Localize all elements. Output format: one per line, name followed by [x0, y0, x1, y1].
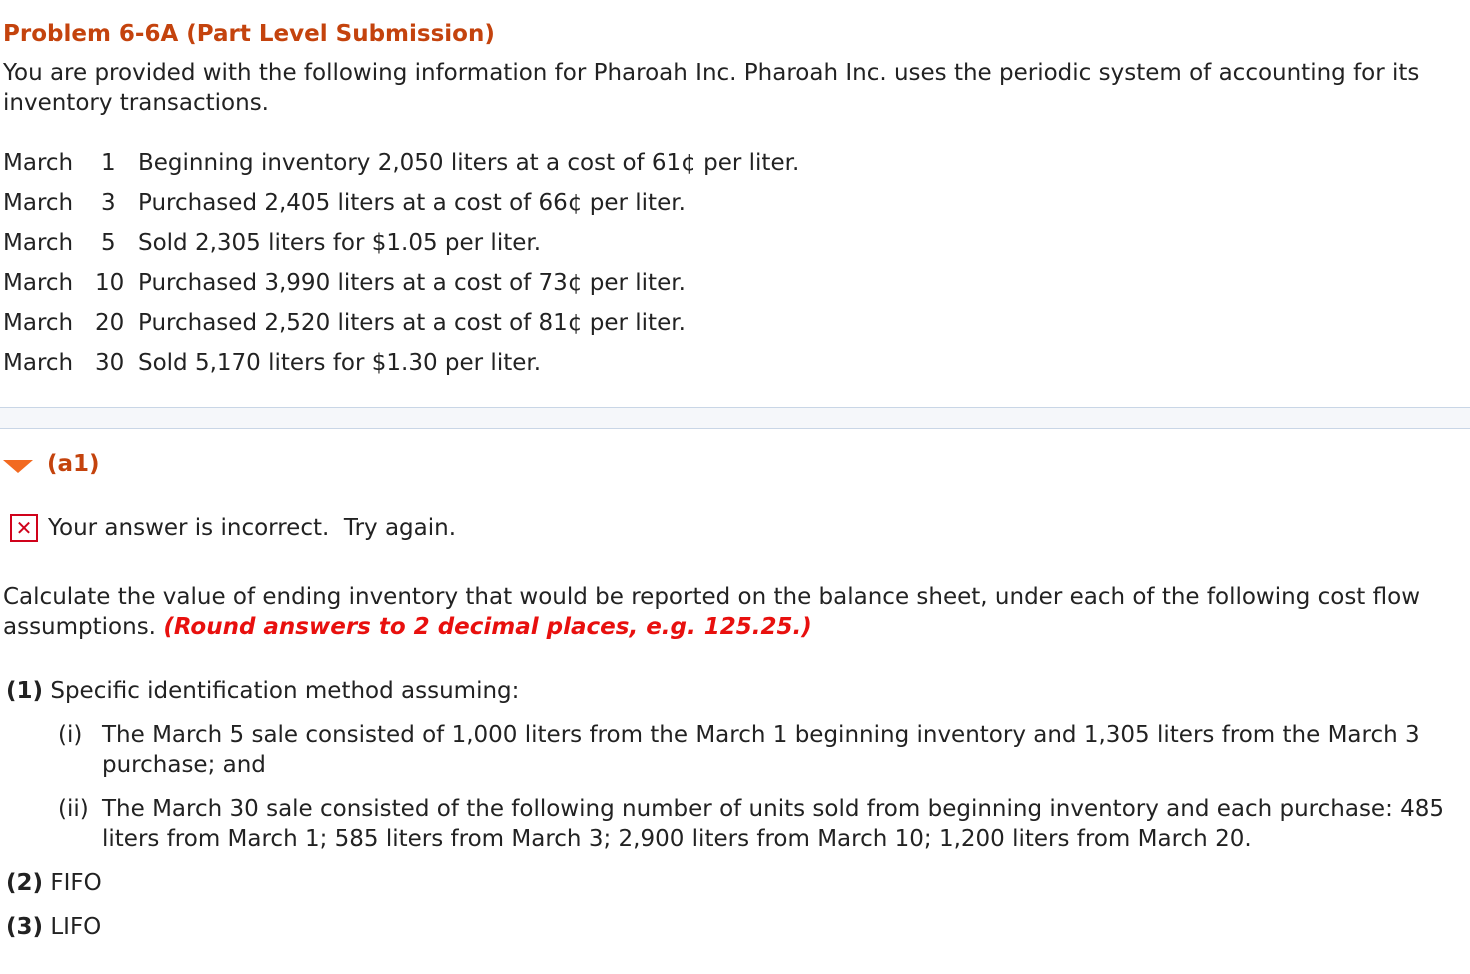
list-item — [6, 676, 519, 706]
item-text: FIFO — [43, 870, 102, 896]
feedback-message — [10, 512, 456, 544]
problem-title: Problem 6-6A (Part Level Submission) — [3, 21, 495, 47]
transactions-table — [3, 143, 799, 383]
sub-list-item — [58, 720, 1466, 780]
sub-list-item — [58, 794, 1466, 854]
transaction-description: Purchased 2,520 liters at a cost of 81¢ per liter. — [138, 310, 686, 336]
transaction-day: 20 — [95, 310, 125, 336]
transaction-description: Sold 2,305 liters for $1.05 per liter. — [138, 230, 542, 256]
list-item — [6, 868, 102, 898]
incorrect-x-icon: ✕ — [10, 514, 38, 542]
item-number: (1) — [6, 678, 44, 704]
item-number: (2) — [6, 870, 44, 896]
sub-item-text: The March 30 sale consisted of the following number of units sold from beginning inventory and each purchase: 485 liters from March 1; 585 liters from March 3; 2,900 liters from March 10; 1,200 liters from March 20. — [102, 796, 1445, 852]
instructions-text: Calculate the value of ending inventory that would be reported on the balance sheet, under each of the following cost flow assumptions. — [3, 584, 1421, 640]
transaction-description: Sold 5,170 liters for $1.30 per liter. — [138, 350, 542, 376]
rounding-note: (Round answers to 2 decimal places, e.g. 125.25.) — [163, 614, 812, 640]
transaction-row — [3, 183, 799, 223]
section-divider — [0, 407, 1470, 429]
transaction-row — [3, 303, 799, 343]
sub-item-number: (ii) — [58, 796, 89, 822]
transaction-description: Beginning inventory 2,050 liters at a cost of 61¢ per liter. — [138, 150, 800, 176]
feedback-text: Your answer is incorrect. Try again. — [48, 515, 457, 541]
transaction-row — [3, 263, 799, 303]
instructions — [3, 582, 1468, 642]
list-item — [6, 912, 101, 942]
transaction-description: Purchased 3,990 liters at a cost of 73¢ per liter. — [138, 270, 686, 296]
transaction-day: 5 — [101, 230, 116, 256]
item-text: LIFO — [43, 914, 102, 940]
transaction-row — [3, 143, 799, 183]
item-text: Specific identification method assuming: — [43, 678, 520, 704]
transaction-day: 3 — [101, 190, 116, 216]
sub-item-number: (i) — [58, 722, 83, 748]
problem-intro: You are provided with the following information for Pharoah Inc. Pharoah Inc. uses the periodic system of accounting for its inventory transactions. — [3, 60, 1420, 116]
transaction-row — [3, 343, 799, 383]
transaction-day: 10 — [95, 270, 125, 296]
transaction-row — [3, 223, 799, 263]
sub-item-text: The March 5 sale consisted of 1,000 liters from the March 1 beginning inventory and 1,305 liters from the March 3 purchase; and — [102, 722, 1420, 778]
transaction-month: March — [3, 230, 74, 256]
transaction-month: March — [3, 190, 74, 216]
item-number: (3) — [6, 914, 44, 940]
collapse-triangle-icon[interactable] — [3, 460, 33, 473]
transaction-month: March — [3, 270, 74, 296]
section-a1-toggle[interactable] — [3, 448, 100, 480]
transaction-day: 1 — [101, 150, 116, 176]
transaction-month: March — [3, 150, 74, 176]
transaction-day: 30 — [95, 350, 125, 376]
section-label: (a1) — [47, 451, 100, 477]
transaction-month: March — [3, 310, 74, 336]
transaction-description: Purchased 2,405 liters at a cost of 66¢ per liter. — [138, 190, 686, 216]
transaction-month: March — [3, 350, 74, 376]
